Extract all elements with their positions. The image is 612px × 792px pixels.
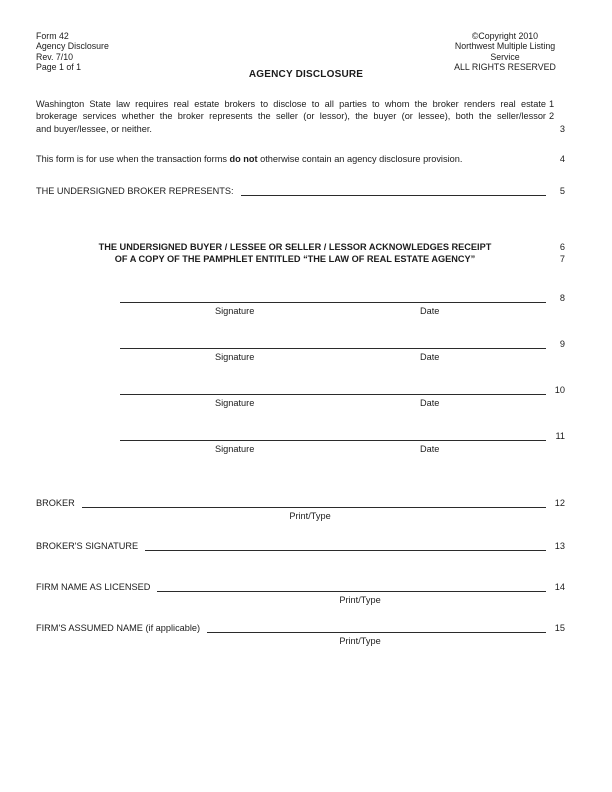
signature-date-line[interactable] [120,430,546,441]
acknowledgment-line-text: THE UNDERSIGNED BUYER / LESSEE OR SELLER / LESSOR ACKNOWLEDGES RECEIPT [98,242,492,252]
brokers-signature-label: BROKER'S SIGNATURE [36,541,139,551]
signature-labels [36,306,565,317]
signature-labels [36,444,565,455]
page-title: AGENCY DISCLOSURE [248,69,364,80]
date-caption: Date [420,352,440,362]
broker-input-line[interactable] [82,496,546,508]
intro-line [36,98,565,110]
print-type-caption: Print/Type [339,636,381,646]
line-number: 10 [554,385,565,395]
copyright-owner: Northwest Multiple Listing Service [454,41,556,62]
line-number: 11 [555,431,565,441]
broker-field [36,496,565,521]
signature-caption: Signature [215,398,255,408]
copyright-year: ©Copyright 2010 [471,31,539,41]
line-number: 12 [554,498,565,508]
firm-assumed-name-field [36,621,565,646]
line-number: 8 [559,293,565,303]
firm-assumed-name-label: FIRM'S ASSUMED NAME (if applicable) [36,623,201,633]
firm-name-input-line[interactable] [157,580,546,592]
line-number: 1 [549,99,555,109]
line-number: 6 [559,242,565,252]
intro-line [36,110,565,122]
field-rule-row [36,496,565,508]
usage-text-pre: This form is for use when the transaction forms [36,154,230,164]
line-number: 2 [549,111,555,122]
line-number: 15 [554,623,565,633]
firm-name-label: FIRM NAME AS LICENSED [36,582,151,592]
signature-block [36,430,565,455]
date-caption: Date [420,444,440,454]
line-number: 14 [554,582,565,592]
line-number: 13 [554,541,565,551]
field-rule-row [36,539,565,551]
signature-rule-row [36,338,565,349]
usage-note [36,154,565,165]
firm-name-field [36,580,565,605]
field-rule-row [36,621,565,633]
signature-caption: Signature [215,444,255,454]
signature-block [36,338,565,363]
signature-date-line[interactable] [120,384,546,395]
broker-represents-row [36,184,565,196]
acknowledgment-line-text: OF A COPY OF THE PAMPHLET ENTITLED “THE LAW OF REAL ESTATE AGENCY” [114,254,476,265]
print-type-caption: Print/Type [339,595,381,605]
signature-block [36,384,565,409]
form-name: Agency Disclosure [36,41,109,52]
usage-text-post: otherwise contain an agency disclosure provision. [257,154,463,164]
line-number: 9 [559,339,565,349]
broker-represents-input-line[interactable] [241,184,546,196]
intro-line-text: brokerage services whether the broker represents the seller (or lessor), the buyer (or lessee), both the seller/lessor [36,111,546,122]
date-caption: Date [420,398,440,408]
form-number: Form 42 [36,31,69,41]
brokers-signature-field [36,539,565,551]
signature-labels [36,352,565,363]
signature-caption: Signature [215,352,255,362]
line-number: 3 [559,123,565,134]
print-type-caption: Print/Type [289,511,331,521]
firm-assumed-name-input-line[interactable] [207,621,546,633]
form-meta-block [36,31,109,72]
acknowledgment-line [36,253,565,265]
intro-line-text: and buyer/lessee, or neither. [36,123,152,134]
line-number: 7 [559,254,565,265]
acknowledgment-line [36,241,565,253]
rights-reserved: ALL RIGHTS RESERVED [454,61,556,72]
form-revision: Rev. 7/10 [36,51,73,62]
form-page-count: Page 1 of 1 [36,61,81,72]
signature-rule-row [36,384,565,395]
signature-date-line[interactable] [120,338,546,349]
intro-paragraph [36,98,565,135]
date-caption: Date [420,306,440,316]
brokers-signature-input-line[interactable] [145,539,546,551]
signature-caption: Signature [215,306,255,316]
signature-date-line[interactable] [120,292,546,303]
line-number: 4 [559,154,565,164]
line-number: 5 [559,186,565,196]
field-rule-row [36,580,565,592]
intro-line-text: Washington State law requires real estate brokers to disclose to all parties to whom the broker renders real estate [36,99,546,109]
usage-text-bold: do not [229,154,258,164]
signature-labels [36,398,565,409]
acknowledgment-statement [36,241,565,266]
signature-block [36,292,565,317]
signature-rule-row [36,430,565,441]
intro-line [36,123,565,135]
signature-rule-row [36,292,565,303]
copyright-block [440,31,570,72]
broker-label: BROKER [36,498,75,508]
broker-represents-label: THE UNDERSIGNED BROKER REPRESENTS: [36,186,234,196]
